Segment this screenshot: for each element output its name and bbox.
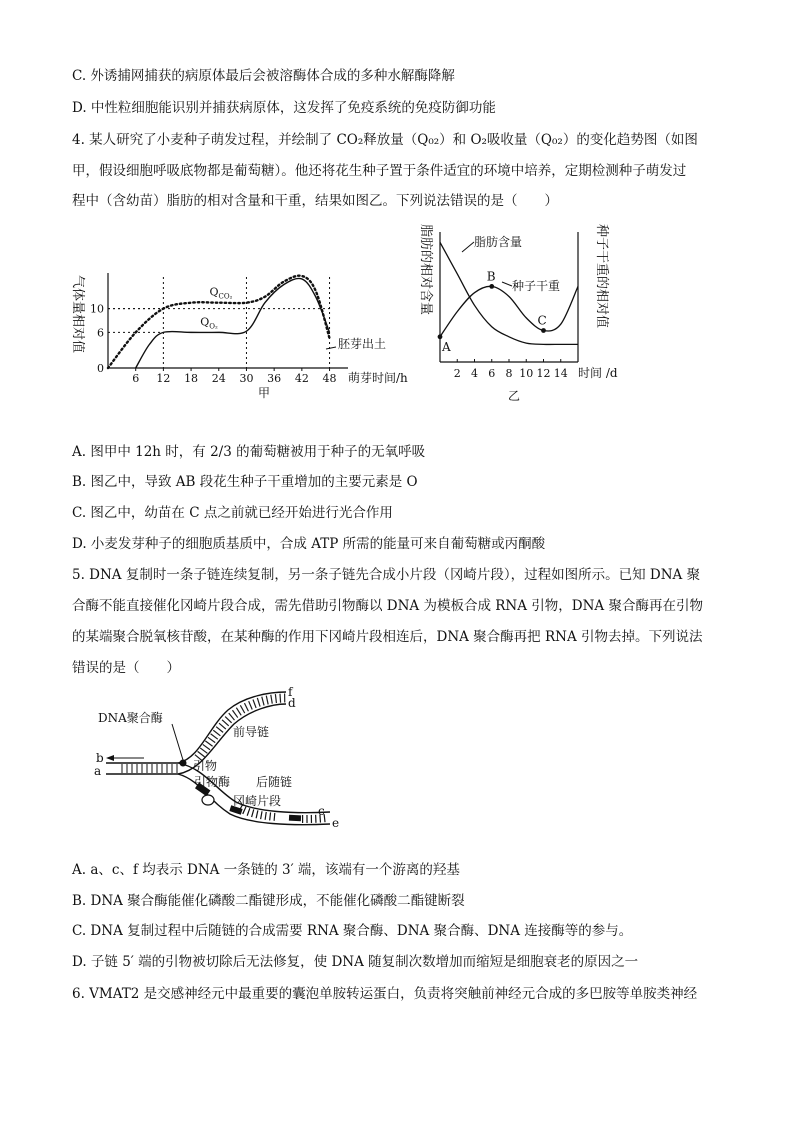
jia-x-tick-label: 42 bbox=[294, 372, 309, 385]
jia-series-QO2 bbox=[136, 278, 330, 368]
label-lagging-strand: 后随链 bbox=[256, 775, 293, 789]
jia-annotation-pointer bbox=[326, 347, 336, 349]
polymerase-dot bbox=[180, 760, 187, 767]
yi-x-tick-label: 8 bbox=[505, 367, 513, 380]
q4-option-d: D. 小麦发芽种子的细胞质基质中，合成 ATP 所需的能量可来自葡萄糖或丙酮酸 bbox=[72, 536, 546, 552]
jia-y-tick-label: 0 bbox=[97, 362, 104, 375]
q6-stem-line-1: 6. VMAT2 是交感神经元中最重要的囊泡单胺转运蛋白，负责将突触前神经元合成的多巴胺等单胺类神经 bbox=[72, 986, 698, 1002]
yi-series-label-fat: 脂肪含量 bbox=[474, 235, 523, 249]
label-primase: 引物酶 bbox=[194, 775, 231, 789]
yi-xlabel: 时间 /d bbox=[578, 366, 618, 380]
yi-point-B bbox=[489, 284, 494, 289]
label-end-e: e bbox=[332, 816, 340, 830]
yi-point-label-C: C bbox=[537, 313, 547, 328]
yi-series-1 bbox=[440, 286, 578, 336]
jia-title: 甲 bbox=[258, 386, 271, 400]
label-end-d: d bbox=[288, 696, 296, 710]
parent-duplex bbox=[106, 755, 178, 774]
jia-ylabel: 气体量相对值 bbox=[70, 275, 85, 354]
jia-x-tick-label: 6 bbox=[132, 372, 140, 385]
yi-series-0 bbox=[440, 242, 578, 344]
figure-yi-chart bbox=[418, 222, 618, 407]
q5-stem-line-3: 的某端聚合脱氧核苷酸，在某种酶的作用下冈崎片段相连后，DNA 聚合酶再把 RNA 引物去掉。下列说法 bbox=[72, 629, 703, 645]
yi-point-label-A: A bbox=[442, 339, 451, 354]
jia-x-tick-label: 24 bbox=[211, 372, 226, 385]
jia-series-label-sub-QO2: O₂ bbox=[209, 322, 218, 331]
label-dna-polymerase: DNA聚合酶 bbox=[98, 711, 163, 725]
yi-x-tick-label: 10 bbox=[519, 367, 534, 380]
label-end-c: c bbox=[318, 804, 325, 818]
jia-series-label-sub-QCO2: CO₂ bbox=[218, 292, 233, 301]
jia-x-tick-label: 18 bbox=[184, 372, 199, 385]
yi-point-C bbox=[541, 328, 546, 333]
yi-x-tick-label: 12 bbox=[536, 367, 551, 380]
jia-series-label-QCO2: Q bbox=[209, 285, 219, 299]
jia-annotation: 胚芽出土 bbox=[338, 337, 387, 351]
yi-title: 乙 bbox=[508, 389, 521, 403]
jia-series-label-QO2: Q bbox=[200, 315, 210, 329]
q5-option-d: D. 子链 5′ 端的引物被切除后无法修复，使 DNA 随复制次数增加而缩短是细胞衰老的原因之一 bbox=[72, 954, 639, 970]
yi-x-tick-label: 14 bbox=[553, 367, 568, 380]
jia-x-tick-label: 30 bbox=[239, 372, 254, 385]
label-end-b: b bbox=[96, 751, 104, 765]
jia-series-QCO2 bbox=[108, 276, 330, 368]
yi-ylabel-right: 种子干重的相对值 bbox=[594, 224, 609, 329]
q5-option-b: B. DNA 聚合酶能催化磷酸二酯键形成，不能催化磷酸二酯键断裂 bbox=[72, 893, 465, 909]
q4-stem-line-2: 甲，假设细胞呼吸底物都是葡萄糖）。他还将花生种子置于条件适宜的环境中培养，定期检测种子萌发过 bbox=[72, 163, 687, 179]
yi-point-A bbox=[438, 334, 443, 339]
yi-series-label-weight: 种子干重 bbox=[512, 279, 561, 293]
label-end-a: a bbox=[94, 764, 102, 778]
q4-option-b: B. 图乙中，导致 AB 段花生种子干重增加的主要元素是 O bbox=[72, 474, 418, 490]
label-end-f: f bbox=[288, 685, 293, 699]
q3-option-c: C. 外诱捕网捕获的病原体最后会被溶酶体合成的多种水解酶降解 bbox=[72, 68, 455, 84]
q5-stem-line-4: 错误的是（ ） bbox=[72, 660, 180, 676]
q3-option-d: D. 中性粒细胞能识别并捕获病原体，这发挥了免疫系统的免疫防御功能 bbox=[72, 100, 496, 116]
yi-point-label-B: B bbox=[486, 269, 496, 284]
yi-x-tick-label: 4 bbox=[471, 367, 478, 380]
q4-stem-line-3: 程中（含幼苗）脂肪的相对含量和干重，结果如图乙。下列说法错误的是（ ） bbox=[72, 193, 558, 209]
jia-x-tick-label: 36 bbox=[267, 372, 282, 385]
jia-xlabel: 萌芽时间/h bbox=[348, 371, 408, 385]
dna-replication-diagram bbox=[90, 685, 350, 833]
yi-ylabel-left: 脂肪的相对含量 bbox=[418, 224, 433, 316]
q5-option-c: C. DNA 复制过程中后随链的合成需要 RNA 聚合酶、DNA 聚合酶、DNA 连接酶等的参与。 bbox=[72, 923, 633, 939]
jia-x-tick-label: 12 bbox=[156, 372, 171, 385]
jia-y-tick-label: 10 bbox=[90, 302, 104, 316]
yi-fat-pointer bbox=[462, 242, 474, 252]
label-primer: 引物 bbox=[193, 759, 218, 773]
q5-stem-line-2: 合酶不能直接催化冈崎片段合成，需先借助引物酶以 DNA 为模板合成 RNA 引物，DNA 聚合酶再在引物 bbox=[72, 598, 703, 614]
q5-option-a: A. a、c、f 均表示 DNA 一条链的 3′ 端，该端有一个游离的羟基 bbox=[72, 862, 460, 878]
q4-option-c: C. 图乙中，幼苗在 C 点之前就已经开始进行光合作用 bbox=[72, 505, 393, 521]
jia-y-tick-label: 6 bbox=[97, 326, 104, 340]
q5-stem-line-1: 5. DNA 复制时一条子链连续复制，另一条子链先合成小片段（冈崎片段），过程如图所示。已知 DNA 聚 bbox=[72, 567, 701, 583]
yi-x-tick-label: 2 bbox=[453, 367, 461, 380]
yi-weight-pointer bbox=[502, 282, 512, 286]
jia-x-tick-label: 48 bbox=[322, 372, 337, 385]
label-leading-strand: 前导链 bbox=[233, 725, 270, 739]
q4-stem-line-1: 4. 某人研究了小麦种子萌发过程，并绘制了 CO₂释放量（Q₀₂）和 O₂吸收量（Q₀₂）的变化趋势图（如图 bbox=[72, 132, 698, 148]
yi-x-tick-label: 6 bbox=[488, 367, 496, 380]
label-okazaki: 冈崎片段 bbox=[233, 794, 282, 808]
q4-option-a: A. 图甲中 12h 时，有 2/3 的葡萄糖被用于种子的无氧呼吸 bbox=[72, 444, 426, 460]
figure-jia-chart bbox=[70, 265, 430, 405]
